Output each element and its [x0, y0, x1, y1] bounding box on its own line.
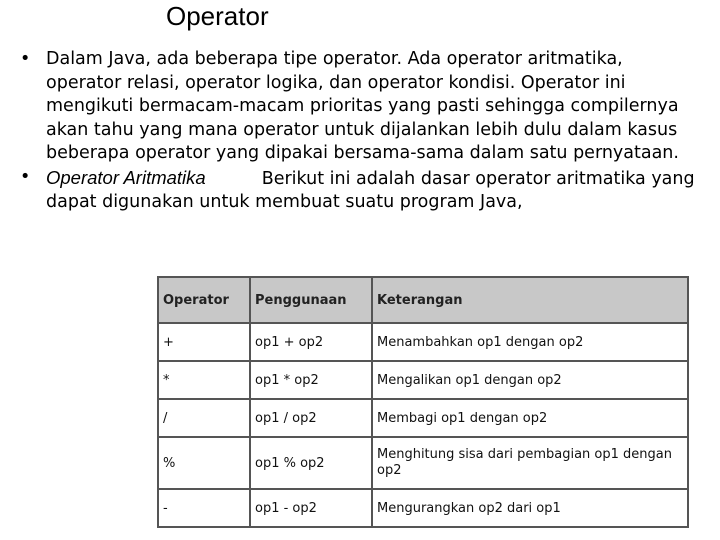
bullet-item-operator-aritmatika [0, 166, 720, 215]
cell-operator: / [158, 399, 250, 437]
cell-operator: % [158, 437, 250, 489]
table-row [158, 489, 688, 527]
cell-description: Mengalikan op1 dengan op2 [372, 361, 688, 399]
operator-table [157, 276, 689, 528]
cell-operator: + [158, 323, 250, 361]
table-header-row [158, 277, 688, 323]
cell-usage: op1 % op2 [250, 437, 372, 489]
cell-description: Mengurangkan op2 dari op1 [372, 489, 688, 527]
bullet-text: Dalam Java, ada beberapa tipe operator. Ada operator aritmatika, operator relasi, operator logika, dan operator kondisi. Operator ini mengikuti bermacam-macam prioritas yang pasti sehingga compilernya akan tahu yang mana operator untuk dijalankan lebih dulu dalam kasus beberapa operator yang dipakai bersama-sama dalam satu pernyataan. [46, 49, 679, 163]
bullet-text: Berikut ini adalah dasar operator aritmatika yang dapat digunakan untuk membuat suatu program Java, [46, 168, 695, 212]
table-row [158, 399, 688, 437]
table-row [158, 437, 688, 489]
bullet-lead-heading: Operator Aritmatika [46, 166, 206, 188]
table-row [158, 323, 688, 361]
cell-description: Membagi op1 dengan op2 [372, 399, 688, 437]
cell-usage: op1 + op2 [250, 323, 372, 361]
header-operator: Operator [158, 277, 250, 323]
bullet-item-java-operators [0, 48, 720, 166]
cell-description: Menambahkan op1 dengan op2 [372, 323, 688, 361]
cell-usage: op1 * op2 [250, 361, 372, 399]
operator-table-container [157, 276, 687, 538]
cell-description: Menghitung sisa dari pembagian op1 dengan op2 [372, 437, 688, 489]
header-keterangan: Keterangan [372, 277, 688, 323]
cell-operator: - [158, 489, 250, 527]
bullet-dot-icon: • [20, 49, 31, 69]
bullet-dot-icon: • [20, 166, 31, 187]
cell-operator: * [158, 361, 250, 399]
cell-usage: op1 - op2 [250, 489, 372, 527]
table-row [158, 361, 688, 399]
cell-usage: op1 / op2 [250, 399, 372, 437]
bullet-list [0, 48, 720, 215]
slide-title: Operator [166, 1, 269, 31]
header-penggunaan: Penggunaan [250, 277, 372, 323]
